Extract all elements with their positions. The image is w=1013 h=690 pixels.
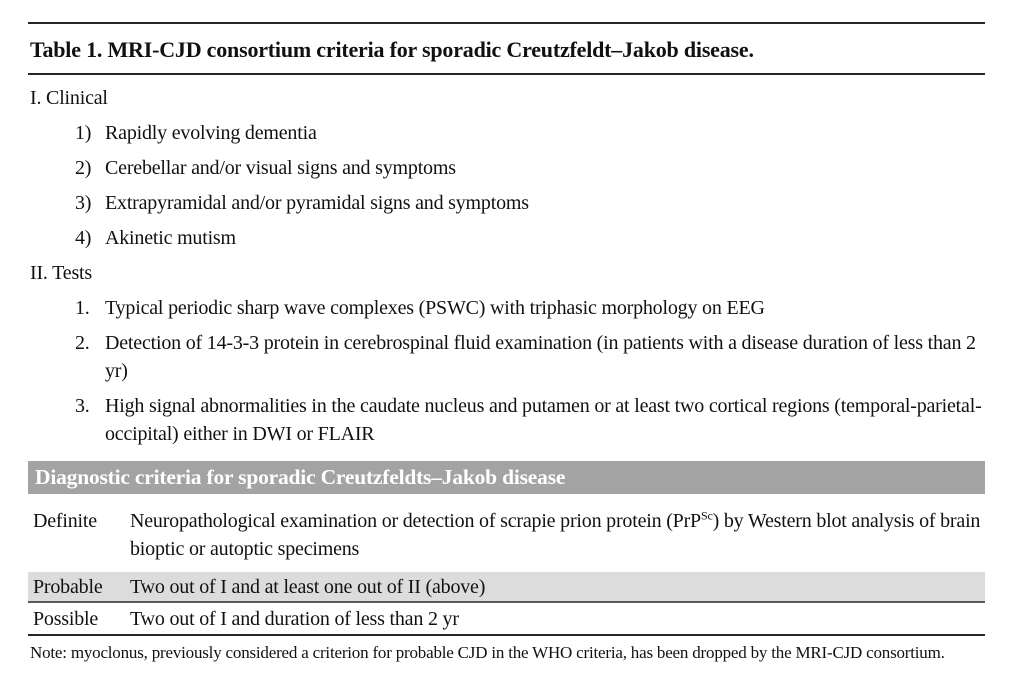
criteria-list bbox=[28, 75, 985, 461]
item-marker: 3) bbox=[75, 192, 92, 214]
item-marker: 2) bbox=[75, 157, 92, 179]
criteria-row-possible bbox=[28, 603, 985, 636]
criteria-row-probable bbox=[28, 572, 985, 603]
list-item bbox=[75, 154, 985, 182]
list-item bbox=[75, 224, 985, 252]
criteria-text: Two out of I and at least one out of II (above) bbox=[130, 576, 486, 598]
section-heading-clinical: I. Clinical bbox=[30, 87, 108, 109]
criteria-label: Probable bbox=[33, 576, 103, 598]
diagnostic-criteria-header: Diagnostic criteria for sporadic Creutzfeldts–Jakob disease bbox=[28, 461, 985, 494]
list-item bbox=[75, 189, 985, 217]
criteria-text-part: Neuropathological examination or detection of scrapie prion protein (PrP bbox=[130, 510, 701, 532]
item-text: Cerebellar and/or visual signs and symptoms bbox=[105, 157, 456, 179]
item-marker: 1) bbox=[75, 122, 92, 144]
criteria-label: Possible bbox=[33, 608, 99, 630]
criteria-text: Two out of I and duration of less than 2 yr bbox=[130, 608, 459, 630]
criteria-text-part: ) by Western blot analysis of brain bioptic or autoptic specimens bbox=[130, 510, 981, 560]
item-text: Rapidly evolving dementia bbox=[105, 122, 317, 144]
item-marker: 4) bbox=[75, 227, 92, 249]
section-heading-tests: II. Tests bbox=[30, 262, 92, 284]
table-title: Table 1. MRI-CJD consortium criteria for sporadic Creutzfeldt–Jakob disease. bbox=[30, 37, 754, 62]
criteria-text bbox=[130, 507, 985, 563]
item-marker: 2. bbox=[75, 332, 90, 354]
list-item bbox=[75, 329, 985, 385]
superscript-sc: Sc bbox=[700, 508, 713, 523]
item-marker: 3. bbox=[75, 395, 90, 417]
list-item bbox=[75, 294, 985, 322]
item-text: Akinetic mutism bbox=[105, 227, 236, 249]
item-marker: 1. bbox=[75, 297, 90, 319]
list-item bbox=[75, 119, 985, 147]
item-text: Typical periodic sharp wave complexes (PSWC) with triphasic morphology on EEG bbox=[105, 297, 765, 319]
list-item bbox=[75, 392, 985, 448]
item-text: Extrapyramidal and/or pyramidal signs and symptoms bbox=[105, 192, 529, 214]
diagnostic-criteria-table bbox=[28, 504, 985, 636]
criteria-row-definite bbox=[28, 504, 985, 572]
item-text: High signal abnormalities in the caudate nucleus and putamen or at least two cortical regions (temporal-parietal-occipital) either in DWI or FLAIR bbox=[105, 395, 982, 445]
table-footnote: Note: myoclonus, previously considered a criterion for probable CJD in the WHO criteria, has been dropped by the MRI-CJD consortium. bbox=[30, 643, 945, 662]
criteria-label: Definite bbox=[33, 510, 97, 532]
item-text: Detection of 14-3-3 protein in cerebrospinal fluid examination (in patients with a disease duration of less than 2 yr) bbox=[105, 332, 976, 382]
